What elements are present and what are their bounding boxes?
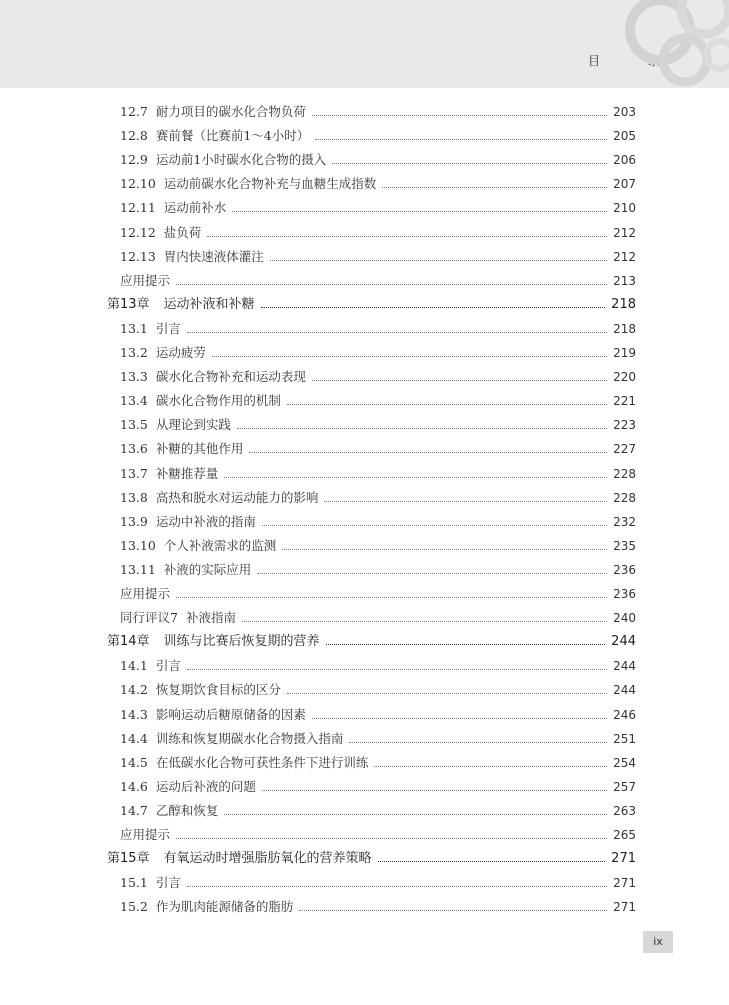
toc-entry-number: 14.2 [120, 682, 148, 698]
toc-entry-row [120, 367, 636, 387]
toc-entry-label [120, 247, 264, 267]
toc-entry-number: 13.7 [120, 465, 148, 481]
toc-entry-title: 运动前碳水化合物补充与血糖生成指数 [163, 176, 377, 192]
dot-leader [312, 115, 607, 116]
dot-leader [237, 428, 607, 429]
toc-entry-number: 13.3 [120, 369, 148, 385]
toc-entry-page: 212 [613, 249, 636, 264]
toc-entry-label [120, 753, 368, 773]
toc-entry-number: 同行评议7 [120, 610, 178, 626]
toc-entry-label [120, 873, 181, 893]
toc-entry-row [120, 873, 636, 893]
toc-entry-row [120, 415, 636, 435]
toc-entry-page: 244 [613, 659, 636, 674]
toc-entry-page: 205 [613, 129, 636, 144]
toc-entry-title: 补液的实际应用 [163, 561, 252, 577]
dot-leader [315, 139, 607, 140]
dot-leader [187, 332, 607, 333]
toc-entry-number: 13.10 [120, 537, 156, 553]
dot-leader [257, 573, 607, 574]
toc-entry-label [120, 367, 306, 387]
toc-entry-row [120, 705, 636, 725]
toc-entry-title: 训练与比赛后恢复期的营养 [163, 634, 320, 650]
toc-entry-number: 13.1 [120, 320, 148, 336]
toc-entry-row [120, 343, 636, 363]
dot-leader [232, 211, 607, 212]
dot-leader [378, 861, 606, 862]
dot-leader [282, 549, 607, 550]
toc-entry-number: 第13章 [107, 296, 150, 312]
toc-entry-page: 257 [613, 779, 636, 794]
toc-entry-title: 应用提示 [120, 827, 171, 842]
toc-entry-number: 第14章 [107, 634, 150, 650]
toc-entry-label [120, 102, 306, 122]
toc-entry-title: 碳水化合物作用的机制 [155, 393, 281, 409]
toc-entry-label [120, 488, 318, 508]
toc-entry-number: 13.5 [120, 417, 148, 433]
toc-entry-number: 14.3 [120, 706, 148, 722]
toc-entry-number: 13.11 [120, 561, 156, 577]
toc-entry-title: 影响运动后糖原储备的因素 [155, 706, 306, 722]
dot-leader [249, 452, 607, 453]
toc-entry-page: 218 [613, 321, 636, 336]
dot-leader [332, 163, 607, 164]
toc-entry-row [120, 512, 636, 532]
toc-entry-page: 236 [613, 587, 636, 601]
toc-entry-title: 恢复期饮食目标的区分 [155, 682, 281, 698]
toc-entry-title: 耐力项目的碳水化合物负荷 [155, 104, 306, 119]
toc-chapter-row [107, 632, 636, 652]
toc-entry-label [120, 705, 306, 725]
toc-entry-label [120, 897, 293, 917]
toc-entry-title: 应用提示 [120, 272, 171, 288]
toc-entry-page: 203 [613, 105, 636, 119]
dot-leader [212, 356, 607, 357]
toc-entry-label [120, 560, 251, 580]
toc-entry-label [120, 608, 236, 628]
toc-entry-row [120, 897, 636, 917]
toc-entry-label [120, 223, 201, 243]
toc-entry-page: 235 [613, 538, 636, 553]
toc-entry-row [120, 271, 636, 291]
toc-entry-title: 补液指南 [185, 610, 236, 626]
toc-chapter-row [107, 295, 636, 315]
toc-entry-row [120, 536, 636, 556]
toc-entry-number: 14.6 [120, 778, 148, 794]
dot-leader [374, 766, 607, 767]
toc-entry-row [120, 150, 636, 170]
toc-entry-page: 219 [613, 346, 636, 360]
toc-entry-title: 运动补液和补糖 [163, 296, 255, 312]
toc-entry-title: 高热和脱水对运动能力的影响 [155, 489, 319, 505]
toc-entry-row [120, 825, 636, 845]
toc-entry-row [120, 439, 636, 459]
dot-leader [262, 525, 607, 526]
toc-entry-label [120, 512, 256, 532]
toc-entry-row [120, 729, 636, 749]
toc-entry-label [120, 271, 170, 291]
toc-entry-row [120, 391, 636, 411]
toc-entry-label [120, 415, 231, 435]
dot-leader [312, 718, 607, 719]
toc-entry-title: 引言 [155, 320, 181, 336]
toc-entry-label [120, 391, 281, 411]
toc-entry-number: 13.6 [120, 441, 148, 457]
toc-entry-title: 有氧运动时增强脂肪氧化的营养策略 [163, 851, 372, 867]
toc-entry-row [120, 464, 636, 484]
toc-entry-title: 个人补液需求的监测 [163, 537, 277, 553]
toc-entry-page: 228 [613, 466, 636, 481]
dot-leader [326, 644, 606, 645]
toc-entry-title: 盐负荷 [163, 224, 202, 240]
toc-entry-row [120, 102, 636, 122]
toc-entry-label [120, 729, 343, 749]
dot-leader [176, 597, 607, 598]
dot-leader [187, 669, 607, 670]
toc-entry-title: 胃内快速液体灌注 [163, 248, 264, 264]
toc-entry-number: 14.5 [120, 754, 148, 770]
toc-entry-page: 228 [613, 490, 636, 505]
toc-entry-number: 13.8 [120, 489, 148, 505]
dot-leader [187, 886, 607, 887]
toc-entry-label [120, 777, 256, 797]
toc-entry-title: 运动中补液的指南 [155, 513, 256, 529]
decorative-circles-icon [610, 0, 729, 88]
toc-entry-label [107, 849, 372, 869]
toc-entry-number: 12.7 [120, 104, 148, 119]
toc-entry-title: 在低碳水化合物可获性条件下进行训练 [155, 754, 369, 770]
toc-entry-title: 引言 [155, 658, 181, 674]
toc-entry-row [120, 560, 636, 580]
toc-entry-label [120, 150, 326, 170]
toc-entry-title: 运动后补液的问题 [155, 778, 256, 794]
toc-entry-number: 12.8 [120, 128, 148, 144]
toc-entry-row [120, 656, 636, 676]
toc-entry-number: 14.4 [120, 730, 148, 746]
toc-entry-number: 13.2 [120, 345, 148, 360]
dot-leader [242, 621, 607, 622]
toc-entry-row [120, 777, 636, 797]
toc-entry-label [120, 319, 181, 339]
toc-entry-number: 12.9 [120, 152, 148, 168]
dot-leader [382, 187, 607, 188]
toc-entry-title: 应用提示 [120, 586, 171, 601]
dot-leader [207, 236, 607, 237]
toc-entry-title: 作为肌肉能源储备的脂肪 [155, 899, 294, 915]
toc-entry-label [120, 536, 276, 556]
toc-entry-page: 212 [613, 225, 636, 240]
toc-entry-page: 263 [613, 803, 636, 818]
toc-entry-number: 13.4 [120, 393, 148, 409]
toc-entry-page: 218 [611, 296, 636, 312]
toc-entry-page: 223 [613, 418, 636, 433]
toc-entry-page: 210 [613, 201, 636, 216]
toc-entry-label [120, 198, 226, 218]
toc-entry-page: 206 [613, 153, 636, 168]
toc-entry-page: 220 [613, 370, 636, 385]
dot-leader [312, 380, 607, 381]
toc-entry-label [120, 584, 170, 604]
toc-entry-row [120, 126, 636, 146]
dot-leader [324, 501, 607, 502]
toc-entry-row [120, 247, 636, 267]
toc-entry-row [120, 319, 636, 339]
dot-leader [270, 260, 607, 261]
page-number: ix [643, 931, 673, 953]
toc-entry-title: 运动疲劳 [155, 345, 206, 360]
toc-entry-title: 引言 [155, 875, 181, 891]
toc-entry-label [107, 295, 255, 315]
toc-entry-page: 254 [613, 755, 636, 770]
toc-entry-number: 14.7 [120, 802, 148, 818]
dot-leader [176, 284, 607, 285]
toc-entry-page: 251 [613, 731, 636, 746]
dot-leader [287, 404, 607, 405]
toc-entry-label [120, 464, 218, 484]
dot-leader [224, 814, 607, 815]
toc-entry-label [120, 801, 218, 821]
toc-entry-label [120, 174, 376, 194]
toc-entry-number: 13.9 [120, 513, 148, 529]
toc-entry-number: 12.10 [120, 176, 156, 192]
toc-entry-page: 207 [613, 177, 636, 192]
toc-entry-page: 244 [611, 634, 636, 650]
toc-entry-title: 碳水化合物补充和运动表现 [155, 369, 306, 385]
toc-entry-row [120, 584, 636, 604]
toc-entry-title: 训练和恢复期碳水化合物摄入指南 [155, 730, 344, 746]
toc-entry-title: 补糖的其他作用 [155, 441, 244, 457]
toc-entry-row [120, 198, 636, 218]
toc-entry-title: 赛前餐（比赛前1～4小时） [155, 128, 310, 144]
toc-entry-label [120, 126, 309, 146]
toc-entry-page: 244 [613, 683, 636, 698]
toc-entry-page: 240 [613, 611, 636, 626]
toc-entry-page: 271 [613, 876, 636, 891]
toc-entry-row [120, 223, 636, 243]
toc-entry-page: 232 [613, 514, 636, 529]
toc-entry-title: 运动前补水 [163, 200, 227, 216]
toc-entry-number: 15.2 [120, 899, 148, 915]
toc-entry-page: 246 [613, 707, 636, 722]
header-title: 目 录 [588, 54, 682, 68]
toc-entry-label [120, 825, 170, 845]
toc-entry-title: 补糖推荐量 [155, 465, 219, 481]
toc-entry-label [120, 439, 243, 459]
toc-entry-page: 271 [613, 900, 636, 915]
dot-leader [224, 477, 607, 478]
dot-leader [261, 307, 606, 308]
toc-entry-label [107, 632, 320, 652]
toc-entry-row [120, 801, 636, 821]
toc-entry-title: 乙醇和恢复 [155, 802, 219, 818]
toc-entry-row [120, 174, 636, 194]
toc-entry-number: 12.11 [120, 200, 156, 216]
toc-entry-row [120, 753, 636, 773]
toc-entry-page: 221 [613, 394, 636, 409]
dot-leader [349, 742, 607, 743]
toc-entry-label [120, 680, 281, 700]
toc-entry-label [120, 343, 206, 363]
toc-entry-row [120, 680, 636, 700]
toc-entry-title: 从理论到实践 [155, 417, 231, 433]
toc-entry-page: 227 [613, 442, 636, 457]
dot-leader [299, 910, 607, 911]
toc-entry-number: 14.1 [120, 658, 148, 674]
dot-leader [176, 838, 607, 839]
toc-entry-row [120, 488, 636, 508]
toc-entry-number: 第15章 [107, 851, 150, 867]
toc-chapter-row [107, 849, 636, 869]
toc-entry-page: 265 [613, 828, 636, 842]
toc-entry-page: 271 [611, 851, 636, 867]
toc-entry-number: 12.12 [120, 224, 156, 240]
toc-entry-page: 236 [613, 562, 636, 577]
dot-leader [287, 693, 607, 694]
toc-entry-number: 15.1 [120, 875, 148, 891]
dot-leader [262, 790, 607, 791]
toc-entry-label [120, 656, 181, 676]
toc-entry-row [120, 608, 636, 628]
toc-entry-page: 213 [613, 273, 636, 288]
toc-entry-number: 12.13 [120, 248, 156, 264]
toc-entry-title: 运动前1小时碳水化合物的摄入 [155, 152, 327, 168]
